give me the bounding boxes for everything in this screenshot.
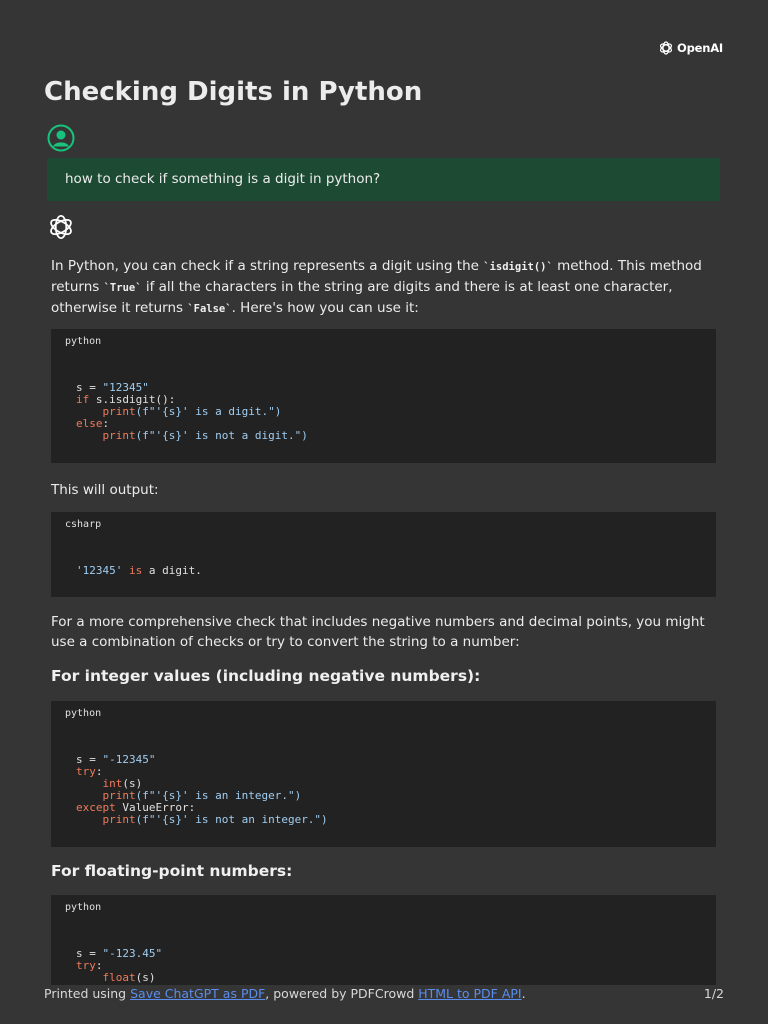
code-content: '12345' is a digit. [76,564,202,577]
print-footer [44,986,724,1001]
answer-paragraph-3: For a more comprehensive check that includes negative numbers and decimal points, you might use a combination of checks or try to convert the string to a number: [51,614,705,650]
code-block-float [51,895,716,985]
openai-logo-text: OpenAI [677,41,723,55]
inline-code-true: `True` [103,282,142,294]
inline-code-isdigit: `isdigit()` [483,261,553,273]
code-content: s = "12345" if s.isdigit(): print(f"'{s}' is a digit.") else: print(f"'{s}' is not a digit.") [76,381,308,442]
user-avatar [47,124,75,156]
save-chatgpt-as-pdf-link[interactable]: Save ChatGPT as PDF [130,986,266,1001]
code-language-label: python [65,336,102,347]
code-content: s = "-123.45" try: float(s) [76,947,163,984]
section-heading-integer: For integer values (including negative numbers): [51,667,481,685]
page-title: Checking Digits in Python [44,77,423,107]
html-to-pdf-api-link[interactable]: HTML to PDF API [418,986,522,1001]
code-block-integer [51,701,716,847]
code-language-label: python [65,708,102,719]
code-block-output [51,512,716,597]
answer-paragraph-2: This will output: [51,482,159,498]
section-heading-float: For floating-point numbers: [51,862,293,880]
assistant-avatar [47,213,75,245]
page-number: 1/2 [703,986,724,1001]
openai-logo-icon [658,40,674,56]
user-message: how to check if something is a digit in python? [47,158,720,201]
assistant-answer [51,256,718,985]
answer-paragraph-1: In Python, you can check if a string represents a digit using the `isdigit()` method. This method returns `True` if all the characters in the string are digits and there is at least one character, otherwise it returns `False`. Here's how you can use it: [51,258,702,316]
footer-credit: Printed using Save ChatGPT as PDF, powered by PDFCrowd HTML to PDF API. [44,986,526,1001]
code-language-label: python [65,902,102,913]
openai-logo [658,40,723,56]
user-avatar-icon [47,124,75,152]
code-language-label: csharp [65,519,102,530]
inline-code-false: `False` [187,303,232,315]
code-block-isdigit [51,329,716,463]
chatgpt-logo-icon [47,213,75,241]
code-content: s = "-12345" try: int(s) print(f"'{s}' is an integer.") except ValueError: print(f"'{s}' is not an integer.") [76,753,328,826]
